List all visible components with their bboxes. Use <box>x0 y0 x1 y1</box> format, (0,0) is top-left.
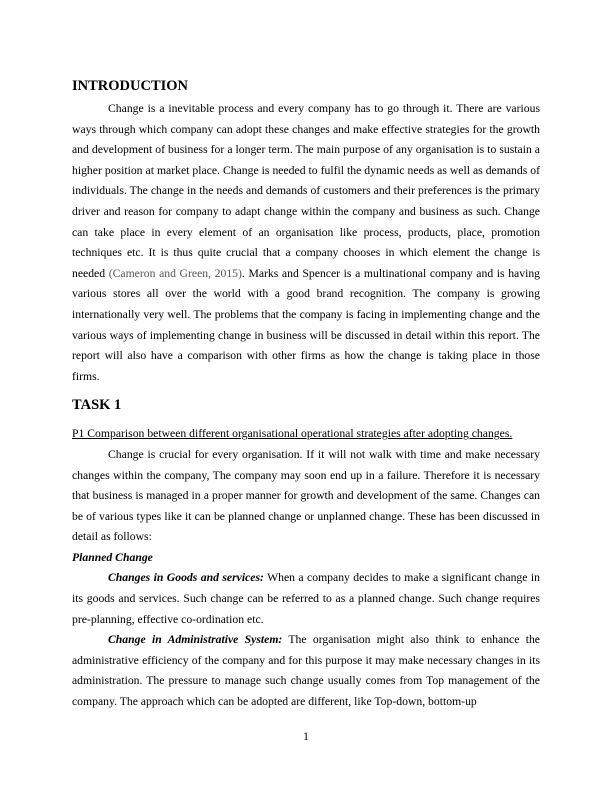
p1-subheading: P1 Comparison between different organisational operational strategies after adopting changes. <box>72 427 513 441</box>
goods-services-paragraph <box>72 568 540 630</box>
introduction-paragraph <box>72 99 540 387</box>
introduction-heading: INTRODUCTION <box>72 78 189 94</box>
goods-services-text: When a company decides to make a significant change in its goods and services. Such change can be referred to as a planned change. Such change requires pre-planning, effective co-ordination etc. <box>72 571 540 626</box>
administrative-system-lead: Change in Administrative System: <box>108 633 283 647</box>
administrative-system-text: The organisation might also think to enhance the administrative efficiency of the company and for this purpose it may make necessary changes in its administration. The pressure to manage such change usually comes from Top management of the company. The approach which can be adopted are different, like Top-down, bottom-up <box>72 633 540 709</box>
introduction-text-part1: Change is a inevitable process and every company has to go through it. There are various ways through which company can adopt these changes and make effective strategies for the growth and development of business for a longer term. The main purpose of any organisation is to sustain a higher position at market place. Change is needed to fulfil the dynamic needs as well as demands of individuals. The change in the needs and demands of customers and their preferences is the primary driver and reason for company to adapt change within the company and business as such. Change can take place in every element of an organisation like process, products, place, promotion techniques etc. It is thus quite crucial that a company chooses in which element the change is needed <box>72 102 540 280</box>
document-page <box>72 76 540 713</box>
citation: (Cameron and Green, 2015) <box>108 266 242 280</box>
task1-paragraph: Change is crucial for every organisation. If it will not walk with time and make necessary changes within the company, The company may soon end up in a failure. Therefore it is necessary that business is managed in a proper manner for growth and development of the same. Changes can be of various types like it can be planned change or unplanned change. These has been discussed in detail as follows: <box>72 447 540 544</box>
introduction-text-part2: . Marks and Spencer is a multinational company and is having various stores all over the world with a good brand recognition. The company is growing internationally very well. The problems that the company is facing in implementing change and the various ways of implementing change in business will be discussed in detail within this report. The report will also have a comparison with other firms as how the change is taking place in those firms. <box>72 266 541 383</box>
goods-services-lead: Changes in Goods and services: <box>108 571 264 585</box>
planned-change-heading: Planned Change <box>72 550 153 564</box>
task1-heading: TASK 1 <box>72 397 122 414</box>
administrative-system-paragraph <box>72 630 540 712</box>
page-number: 1 <box>303 730 309 743</box>
